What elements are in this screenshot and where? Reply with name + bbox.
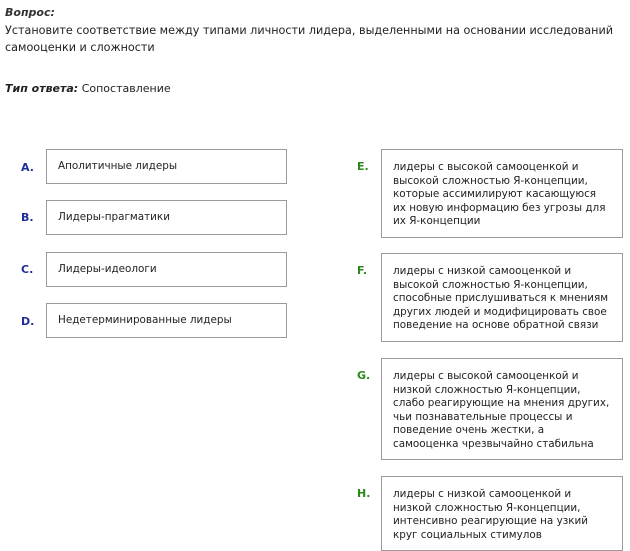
left-item-letter-a: A. (21, 161, 34, 174)
left-item-letter-c: C. (21, 263, 34, 276)
right-item-g[interactable]: лидеры с высокой самооценкой и низкой сложностью Я-концепции, слабо реагирующие на мнения других, чьи познавательные процессы и поведение очень жестки, а самооценка чрезвычайно стабильна (381, 358, 623, 460)
question-label: Вопрос: (5, 6, 55, 19)
right-item-letter-h: H. (357, 487, 371, 500)
answer-type (5, 82, 171, 95)
right-item-letter-g: G. (357, 369, 371, 382)
left-item-letter-d: D. (21, 315, 35, 328)
right-item-e[interactable]: лидеры с высокой самооценкой и высокой сложностью Я-концепции, которые ассимилируют касающуюся их новую информацию без угрозы для их Я-концепции (381, 149, 623, 238)
left-item-a[interactable]: Аполитичные лидеры (46, 149, 287, 184)
right-item-f[interactable]: лидеры с низкой самооценкой и высокой сложностью Я-концепции, способные прислушиваться к мнениям других людей и модифицировать свое поведение на основе обратной связи (381, 253, 623, 342)
right-item-letter-f: F. (357, 264, 368, 277)
answer-type-label: Тип ответа: (5, 82, 79, 95)
left-item-d[interactable]: Недетерминированные лидеры (46, 303, 287, 338)
left-item-letter-b: B. (21, 211, 34, 224)
right-item-h[interactable]: лидеры с низкой самооценкой и низкой сложностью Я-концепции, интенсивно реагирующие на узкий круг социальных стимулов (381, 476, 623, 551)
question-text: Установите соответствие между типами личности лидера, выделенными на основании исследований самооценки и сложности (5, 24, 614, 54)
right-item-letter-e: E. (357, 160, 369, 173)
left-item-b[interactable]: Лидеры-прагматики (46, 200, 287, 235)
answer-type-value: Сопоставление (81, 82, 171, 95)
left-item-c[interactable]: Лидеры-идеологи (46, 252, 287, 287)
